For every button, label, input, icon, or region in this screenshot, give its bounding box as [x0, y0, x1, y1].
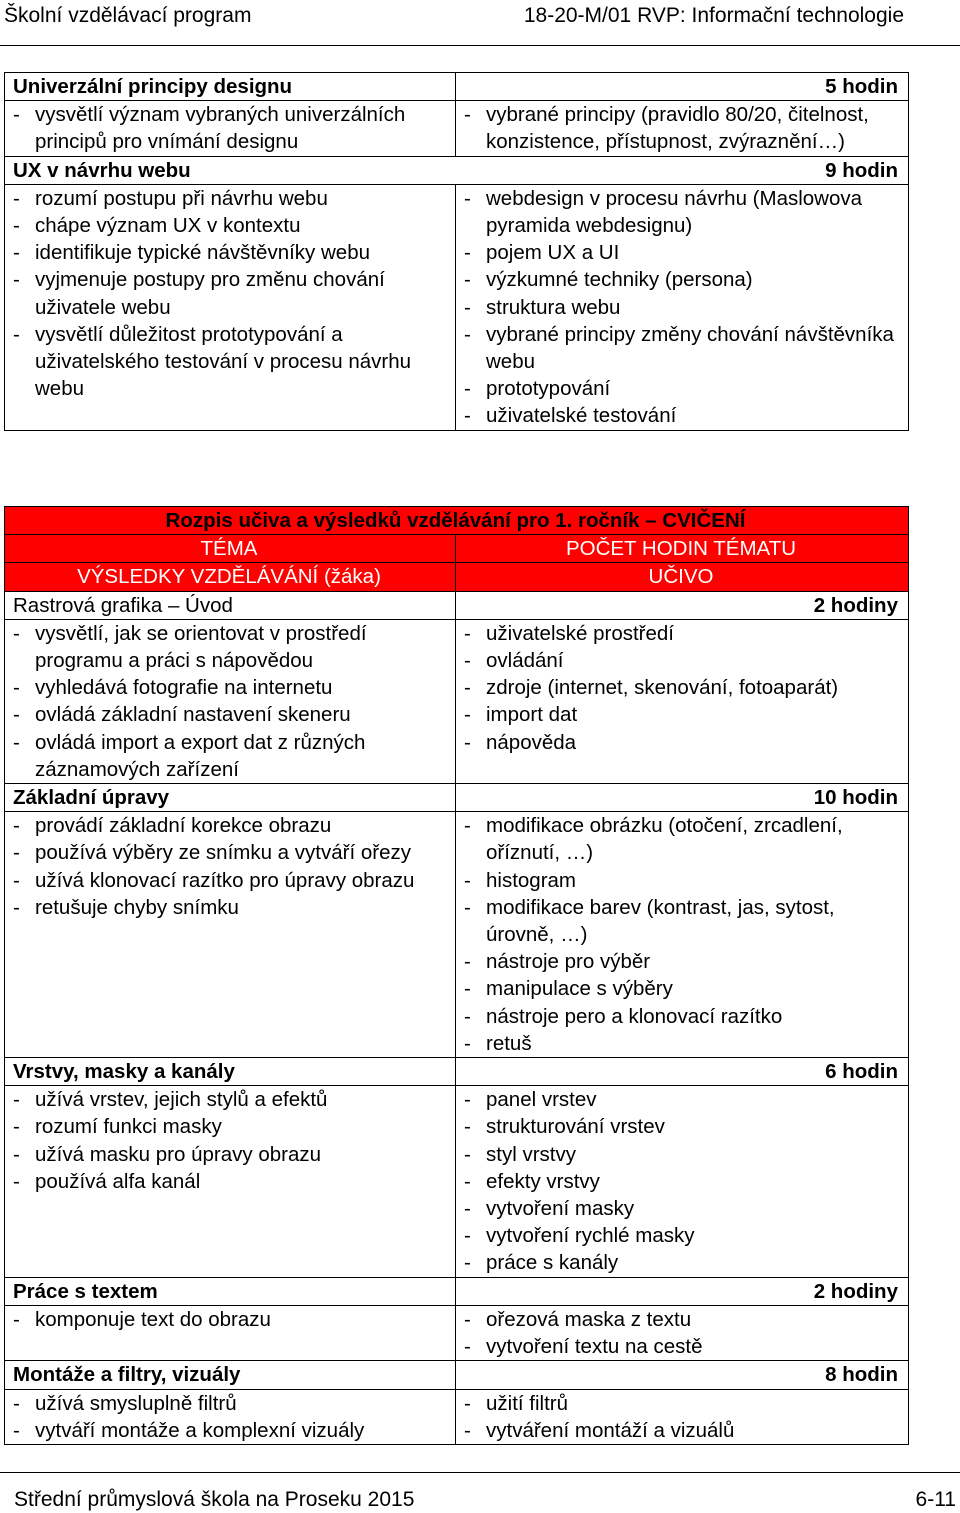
- list-item: - prototypování: [464, 375, 898, 402]
- list-item: - vyhledává fotografie na internetu: [13, 674, 445, 701]
- list-item: - nástroje pro výběr: [464, 948, 898, 975]
- list-item: - vytvoření textu na cestě: [464, 1333, 898, 1360]
- list-item: - vytváření montáží a vizuálů: [464, 1417, 898, 1444]
- list-item: - výzkumné techniky (persona): [464, 266, 898, 293]
- outcomes-cell: [5, 619, 456, 783]
- list-item: - vytvoření rychlé masky: [464, 1222, 898, 1249]
- topic-cell: [5, 591, 456, 619]
- section-header-row: [5, 1058, 909, 1086]
- list-item: - vytvoření masky: [464, 1195, 898, 1222]
- list-item: - nástroje pero a klonovací razítko: [464, 1003, 898, 1030]
- topic-name: Montáže a filtry, vizuály: [13, 1363, 241, 1387]
- topic-hours: 6 hodin: [825, 1060, 898, 1084]
- list-item: - užívá klonovací razítko pro úpravy obrazu: [13, 867, 445, 894]
- topic-name: Základní úpravy: [13, 786, 170, 810]
- list-item: - vybrané principy (pravidlo 80/20, čitelnost, konzistence, přístupnost, zvýraznění…): [464, 101, 898, 155]
- list-item: - užívá vrstev, jejich stylů a efektů: [13, 1086, 445, 1113]
- list-item: - rozumí funkci masky: [13, 1113, 445, 1140]
- outcomes-cell: [5, 812, 456, 1058]
- list-item: - vysvětlí důležitost prototypování a uživatelského testování v procesu návrhu webu: [13, 321, 445, 403]
- list-item: - užívá masku pro úpravy obrazu: [13, 1141, 445, 1168]
- outcomes-cell: [5, 101, 456, 156]
- topic-name: Práce s textem: [13, 1279, 158, 1303]
- list-item: - komponuje text do obrazu: [13, 1306, 445, 1333]
- topic-cell: [5, 1361, 456, 1389]
- hours-cell: [456, 591, 909, 619]
- section-body-row: [5, 1389, 909, 1444]
- col-header-outcomes: VÝSLEDKY VZDĚLÁVÁNÍ (žáka): [5, 563, 456, 591]
- list-item: - vysvětlí, jak se orientovat v prostředí programu a práci s nápovědou: [13, 620, 445, 674]
- section-body-row: [5, 1305, 909, 1360]
- topic-name: Rastrová grafika – Úvod: [13, 593, 233, 617]
- topic-hours: 9 hodin: [825, 158, 898, 182]
- list-item: - ovládá základní nastavení skeneru: [13, 701, 445, 728]
- section-body-row: [5, 812, 909, 1058]
- list-item: - webdesign v procesu návrhu (Maslowova pyramida webdesignu): [464, 185, 898, 239]
- content-cell: [456, 101, 909, 156]
- list-item: - strukturování vrstev: [464, 1113, 898, 1140]
- list-item: - vytváří montáže a komplexní vizuály: [13, 1417, 445, 1444]
- list-item: - uživatelské testování: [464, 402, 898, 429]
- list-item: - retušuje chyby snímku: [13, 894, 445, 921]
- section-header-row: [5, 1361, 909, 1389]
- list-item: - vybrané principy změny chování návštěvníka webu: [464, 321, 898, 375]
- col-header-content: UČIVO: [456, 563, 909, 591]
- list-item: - efekty vrstvy: [464, 1168, 898, 1195]
- column-header-row: [5, 563, 909, 591]
- list-item: - zdroje (internet, skenování, fotoaparát): [464, 674, 898, 701]
- list-item: - ovládání: [464, 647, 898, 674]
- outcomes-cell: [5, 1389, 456, 1444]
- outcomes-cell: [5, 1086, 456, 1277]
- section-header-row: [5, 591, 909, 619]
- list-item: - užití filtrů: [464, 1390, 898, 1417]
- outcomes-cell: [5, 184, 456, 430]
- list-item: - nápověda: [464, 729, 898, 756]
- hours-cell: [456, 1361, 909, 1389]
- topic-hours: 8 hodin: [825, 1363, 898, 1387]
- list-item: - manipulace s výběry: [464, 975, 898, 1002]
- hours-cell: [456, 784, 909, 812]
- list-item: - ořezová maska z textu: [464, 1306, 898, 1333]
- list-item: - ovládá import a export dat z různých záznamových zařízení: [13, 729, 445, 783]
- table-title-row: [5, 507, 909, 535]
- section-body-row: [5, 184, 909, 430]
- topic-cell: [5, 73, 456, 101]
- curriculum-table-1: [4, 72, 909, 431]
- topic-hours: 2 hodiny: [813, 593, 898, 617]
- topic-name: Vrstvy, masky a kanály: [13, 1060, 235, 1084]
- content-cell: [456, 812, 909, 1058]
- list-item: - provádí základní korekce obrazu: [13, 812, 445, 839]
- page-header: [0, 0, 960, 46]
- list-item: - chápe význam UX v kontextu: [13, 212, 445, 239]
- section-header-row: [5, 73, 909, 101]
- list-item: - používá alfa kanál: [13, 1168, 445, 1195]
- list-item: - import dat: [464, 701, 898, 728]
- program-title: Školní vzdělávací program: [4, 4, 252, 27]
- topic-cell: [5, 784, 456, 812]
- list-item: - pojem UX a UI: [464, 239, 898, 266]
- list-item: - vyjmenuje postupy pro změnu chování uživatele webu: [13, 266, 445, 320]
- list-item: - práce s kanály: [464, 1249, 898, 1276]
- section-body-row: [5, 101, 909, 156]
- school-name: Střední průmyslová škola na Proseku 2015: [14, 1488, 415, 1511]
- col-header-topic: TÉMA: [5, 535, 456, 563]
- topic-hours: 10 hodin: [813, 786, 898, 810]
- hours-cell: [456, 1058, 909, 1086]
- section-header-row: [5, 156, 909, 184]
- hours-cell: [456, 1277, 909, 1305]
- list-item: - vysvětlí význam vybraných univerzálních principů pro vnímání designu: [13, 101, 445, 155]
- content-cell: [456, 1086, 909, 1277]
- page-footer: [0, 1472, 960, 1513]
- list-item: - styl vrstvy: [464, 1141, 898, 1168]
- content-cell: [456, 619, 909, 783]
- table-title: Rozpis učiva a výsledků vzdělávání pro 1. ročník – CVIČENÍ: [5, 507, 909, 535]
- list-item: - struktura webu: [464, 294, 898, 321]
- list-item: - uživatelské prostředí: [464, 620, 898, 647]
- list-item: - užívá smysluplně filtrů: [13, 1390, 445, 1417]
- topic-cell: [5, 156, 909, 184]
- hours-cell: [456, 73, 909, 101]
- list-item: - panel vrstev: [464, 1086, 898, 1113]
- section-header-row: [5, 784, 909, 812]
- topic-cell: [5, 1058, 456, 1086]
- content-cell: [456, 1389, 909, 1444]
- topic-name: Univerzální principy designu: [13, 75, 293, 98]
- list-item: - používá výběry ze snímku a vytváří ořezy: [13, 839, 445, 866]
- list-item: - identifikuje typické návštěvníky webu: [13, 239, 445, 266]
- section-body-row: [5, 619, 909, 783]
- page-number: 6-11: [915, 1488, 956, 1511]
- list-item: - modifikace barev (kontrast, jas, sytost, úrovně, …): [464, 894, 898, 948]
- topic-hours: 5 hodin: [825, 75, 898, 98]
- topic-hours: 2 hodiny: [813, 1279, 898, 1303]
- rvp-code: 18-20-M/01 RVP: Informační technologie: [523, 4, 904, 27]
- list-item: - histogram: [464, 867, 898, 894]
- topic-cell: [5, 1277, 456, 1305]
- content-cell: [456, 184, 909, 430]
- content-cell: [456, 1305, 909, 1360]
- outcomes-cell: [5, 1305, 456, 1360]
- list-item: - retuš: [464, 1030, 898, 1057]
- section-header-row: [5, 1277, 909, 1305]
- list-item: - modifikace obrázku (otočení, zrcadlení, oříznutí, …): [464, 812, 898, 866]
- list-item: - rozumí postupu při návrhu webu: [13, 185, 445, 212]
- topic-name: UX v návrhu webu: [13, 158, 191, 182]
- col-header-hours: POČET HODIN TÉMATU: [456, 535, 909, 563]
- column-header-row: [5, 535, 909, 563]
- curriculum-table-2: [4, 506, 909, 1445]
- section-body-row: [5, 1086, 909, 1277]
